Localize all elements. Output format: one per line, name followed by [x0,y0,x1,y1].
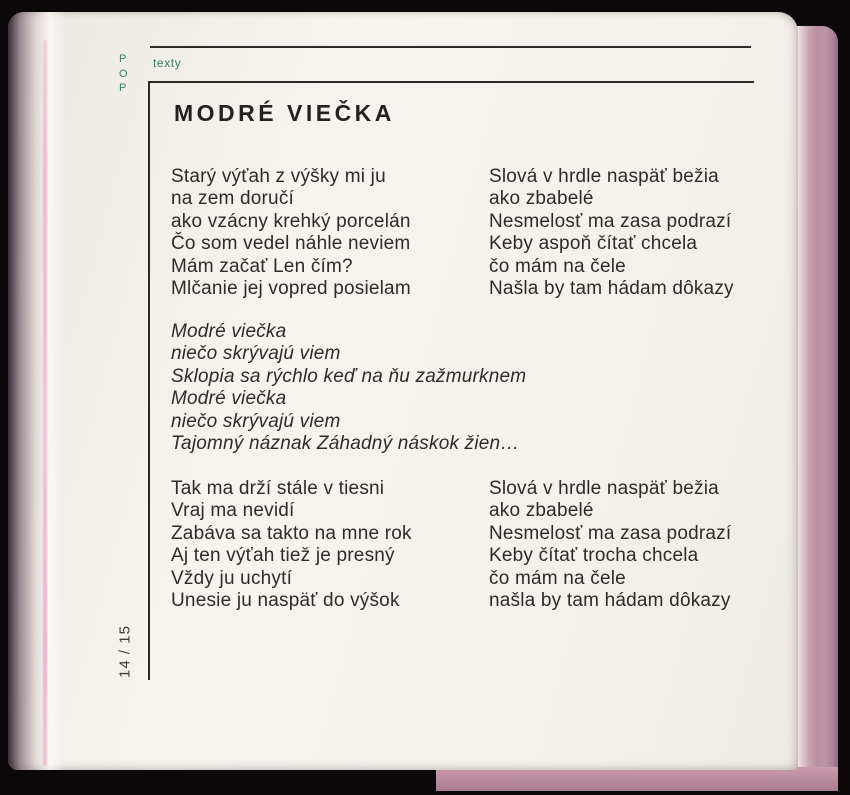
imprint-letter: P [119,53,127,65]
imprint-letter: O [119,67,129,80]
song-title: MODRÉ VIEČKA [174,100,395,126]
lyric-line: Vraj ma nevidí [171,500,295,522]
cover-spine-band [797,26,838,790]
lyric-line: čo mám na čele [489,255,626,277]
section-label: texty [153,56,182,70]
chorus [171,321,526,455]
lyric-line: Čo som vedel náhle neviem [171,233,411,255]
lyric-line: Našla by tam hádam dôkazy [489,278,734,300]
lyric-line: niečo skrývajú viem [171,343,341,365]
verse-2-left [171,478,412,612]
lyric-line: našla by tam hádam dôkazy [489,590,731,612]
top-rule [150,46,751,48]
page-number: 14 / 15 [116,625,134,678]
lyric-line: Nesmelosť ma zasa podrazí [489,210,732,232]
lyric-line: Unesie ju naspäť do výšok [171,590,400,612]
imprint-letter: P [119,82,127,94]
lyric-line: Starý výťah z výšky mi ju [171,166,386,187]
lyric-line: Zabáva sa takto na mne rok [171,522,412,544]
lyric-line: čo mám na čele [489,567,626,589]
lyric-line: Keby aspoň čítať chcela [489,233,698,255]
crease-line [43,40,47,766]
lyric-line: na zem doručí [171,188,294,210]
lyric-line: Sklopia sa rýchlo keď na ňu zažmurknem [171,365,527,387]
page-edge-shade [8,12,66,770]
verse-1-left [171,166,411,300]
lyric-line: Vždy ju uchytí [171,567,293,589]
lyric-line: Keby čítať trocha chcela [489,545,699,567]
lyric-line: Mám začať Len čím? [171,255,353,277]
verse-1-right [489,166,734,300]
lyric-line: Mlčanie jej vopred posielam [171,278,411,300]
lyric-line: Nesmelosť ma zasa podrazí [489,522,732,544]
lyric-line: Slová v hrdle naspäť bežia [489,166,719,187]
lyric-line: ako zbabelé [489,188,594,210]
verse-2-right [489,478,731,612]
lyric-line: niečo skrývajú viem [171,410,341,432]
imprint-pop [119,52,128,96]
lyric-line: ako zbabelé [489,500,594,522]
lyric-line: Slová v hrdle naspäť bežia [489,478,719,499]
lyric-line: Modré viečka [171,388,287,410]
lyric-line: Tak ma drží stále v tiesni [171,478,385,499]
lyric-line: ako vzácny krehký porcelán [171,210,411,232]
lyric-line: Tajomný náznak Záhadný náskok žien… [171,433,520,455]
lyric-line: Modré viečka [171,321,287,342]
cover-bottom-band [436,767,838,791]
lyric-line: Aj ten výťah tiež je presný [171,545,395,567]
